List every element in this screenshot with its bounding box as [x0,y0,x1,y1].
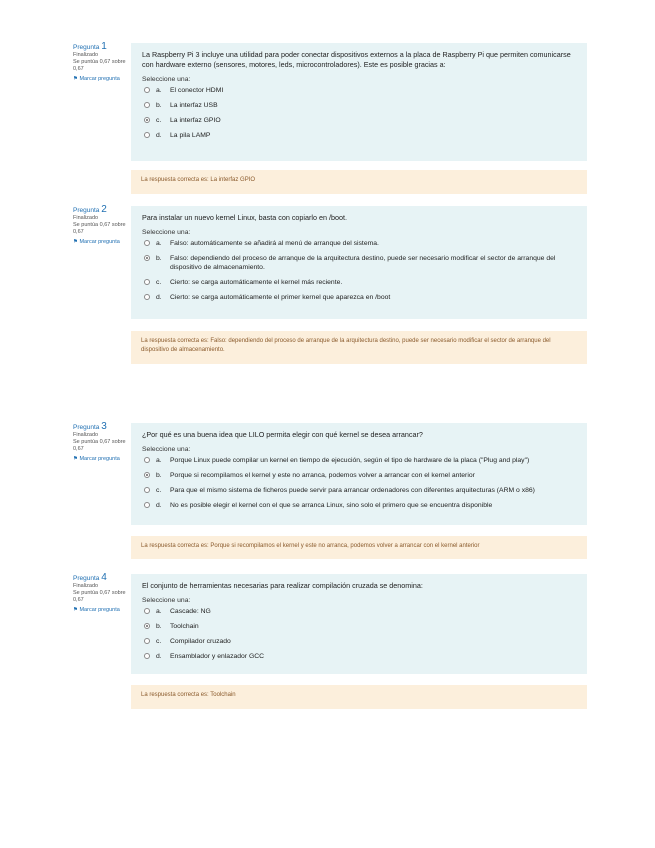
question-number: Pregunta 1 [73,41,107,52]
flag-icon: ⚑ [73,239,78,245]
radio-button[interactable] [144,487,150,493]
flag-icon: ⚑ [73,456,78,462]
question-status: Finalizado [73,215,99,221]
radio-button[interactable] [144,102,150,108]
feedback-text: La respuesta correcta es: La interfaz GPIO [141,177,256,183]
question-info [73,43,127,83]
feedback-box [131,536,587,559]
answer-option-a[interactable]: a. Porque Linux puede compilar un kernel en tiempo de ejecución, según el tipo de hardware de la placa ("Plug and play") [142,456,577,465]
question-score: Se puntúa 0,67 sobre 0,67 [73,439,126,452]
question-content [131,574,587,674]
flag-question-link[interactable]: ⚑ Marcar pregunta [73,76,120,82]
question-score: Se puntúa 0,67 sobre 0,67 [73,222,126,235]
feedback-text: La respuesta correcta es: Falso: dependiendo del proceso de arranque de la arquitectura destino, puede ser necesario modificar el sector de arranque del dispositivo de almacenamiento. [141,338,551,353]
answer-option-c[interactable]: c. Para que el mismo sistema de ficheros puede servir para arrancar ordenadores con diferentes arquitecturas (ARM o x86) [142,486,577,495]
answer-option-d[interactable]: d. No es posible elegir el kernel con el que se arranca Linux, sino solo el primero que se encuentra disponible [142,501,577,510]
radio-button[interactable] [144,240,150,246]
question-content [131,43,587,161]
radio-button-selected[interactable] [144,255,150,261]
flag-icon: ⚑ [73,76,78,82]
question-score: Se puntúa 0,67 sobre 0,67 [73,59,126,72]
answer-option-a[interactable]: a. Falso: automáticamente se añadirá al menú de arranque del sistema. [142,239,577,248]
radio-button[interactable] [144,87,150,93]
feedback-box [131,331,587,364]
radio-button[interactable] [144,294,150,300]
question-number: Pregunta 3 [73,421,107,432]
answer-option-b[interactable]: b. Porque si recompilamos el kernel y este no arranca, podemos volver a arrancar con el kernel anterior [142,471,577,480]
answer-option-c[interactable]: c. Compilador cruzado [142,637,577,646]
feedback-box [131,685,587,709]
radio-button[interactable] [144,132,150,138]
answer-option-c[interactable]: c. La interfaz GPIO [142,116,577,125]
answer-option-a[interactable]: a. El conector HDMI [142,86,577,95]
question-content [131,423,587,525]
answer-prompt: Seleccione una: [142,597,191,604]
flag-icon: ⚑ [73,607,78,613]
question-score: Se puntúa 0,67 sobre 0,67 [73,590,126,603]
answer-option-d[interactable]: d. Ensamblador y enlazador GCC [142,652,577,661]
answer-option-b[interactable]: b. Toolchain [142,622,577,631]
answer-prompt: Seleccione una: [142,76,191,83]
question-content [131,206,587,319]
question-number: Pregunta 2 [73,204,107,215]
answer-option-b[interactable]: b. La interfaz USB [142,101,577,110]
answer-option-d[interactable]: d. La pila LAMP [142,131,577,140]
feedback-text: La respuesta correcta es: Porque si recompilamos el kernel y este no arranca, podemos volver a arrancar con el kernel anterior [141,543,480,549]
answer-prompt: Seleccione una: [142,229,191,236]
answer-option-c[interactable]: c. Cierto: se carga automáticamente el kernel más reciente. [142,278,577,287]
radio-button[interactable] [144,279,150,285]
question-text: ¿Por qué es una buena idea que LILO permita elegir con qué kernel se desea arrancar? [142,430,423,439]
question-text: El conjunto de herramientas necesarias para realizar compilación cruzada se denomina: [142,581,423,590]
radio-button[interactable] [144,502,150,508]
answer-option-b[interactable]: b. Falso: dependiendo del proceso de arranque de la arquitectura destino, puede ser necesario modificar el sector de arranque del dispositivo de almacenamiento. [142,254,577,272]
radio-button[interactable] [144,638,150,644]
answer-option-a[interactable]: a. Cascade: NG [142,607,577,616]
feedback-text: La respuesta correcta es: Toolchain [141,692,236,698]
answer-option-d[interactable]: d. Cierto: se carga automáticamente el primer kernel que aparezca en /boot [142,293,577,302]
question-status: Finalizado [73,583,99,589]
radio-button[interactable] [144,653,150,659]
flag-question-link[interactable]: ⚑ Marcar pregunta [73,607,120,613]
question-text: Para instalar un nuevo kernel Linux, basta con copiarlo en /boot. [142,213,347,222]
question-status: Finalizado [73,432,99,438]
question-info [73,423,127,463]
flag-question-link[interactable]: ⚑ Marcar pregunta [73,239,120,245]
question-info [73,206,127,246]
question-info [73,574,127,614]
radio-button-selected[interactable] [144,472,150,478]
radio-button-selected[interactable] [144,117,150,123]
feedback-box [131,170,587,194]
question-status: Finalizado [73,52,99,58]
answer-prompt: Seleccione una: [142,446,191,453]
question-number: Pregunta 4 [73,572,107,583]
question-text: La Raspberry Pi 3 incluye una utilidad para poder conectar dispositivos externos a la placa de Raspberry Pi que permiten comunicarse con hardware externo (sensores, motores, leds, microcontroladores). Este es posible gracias a: [142,50,571,69]
radio-button-selected[interactable] [144,623,150,629]
radio-button[interactable] [144,608,150,614]
radio-button[interactable] [144,457,150,463]
flag-question-link[interactable]: ⚑ Marcar pregunta [73,456,120,462]
